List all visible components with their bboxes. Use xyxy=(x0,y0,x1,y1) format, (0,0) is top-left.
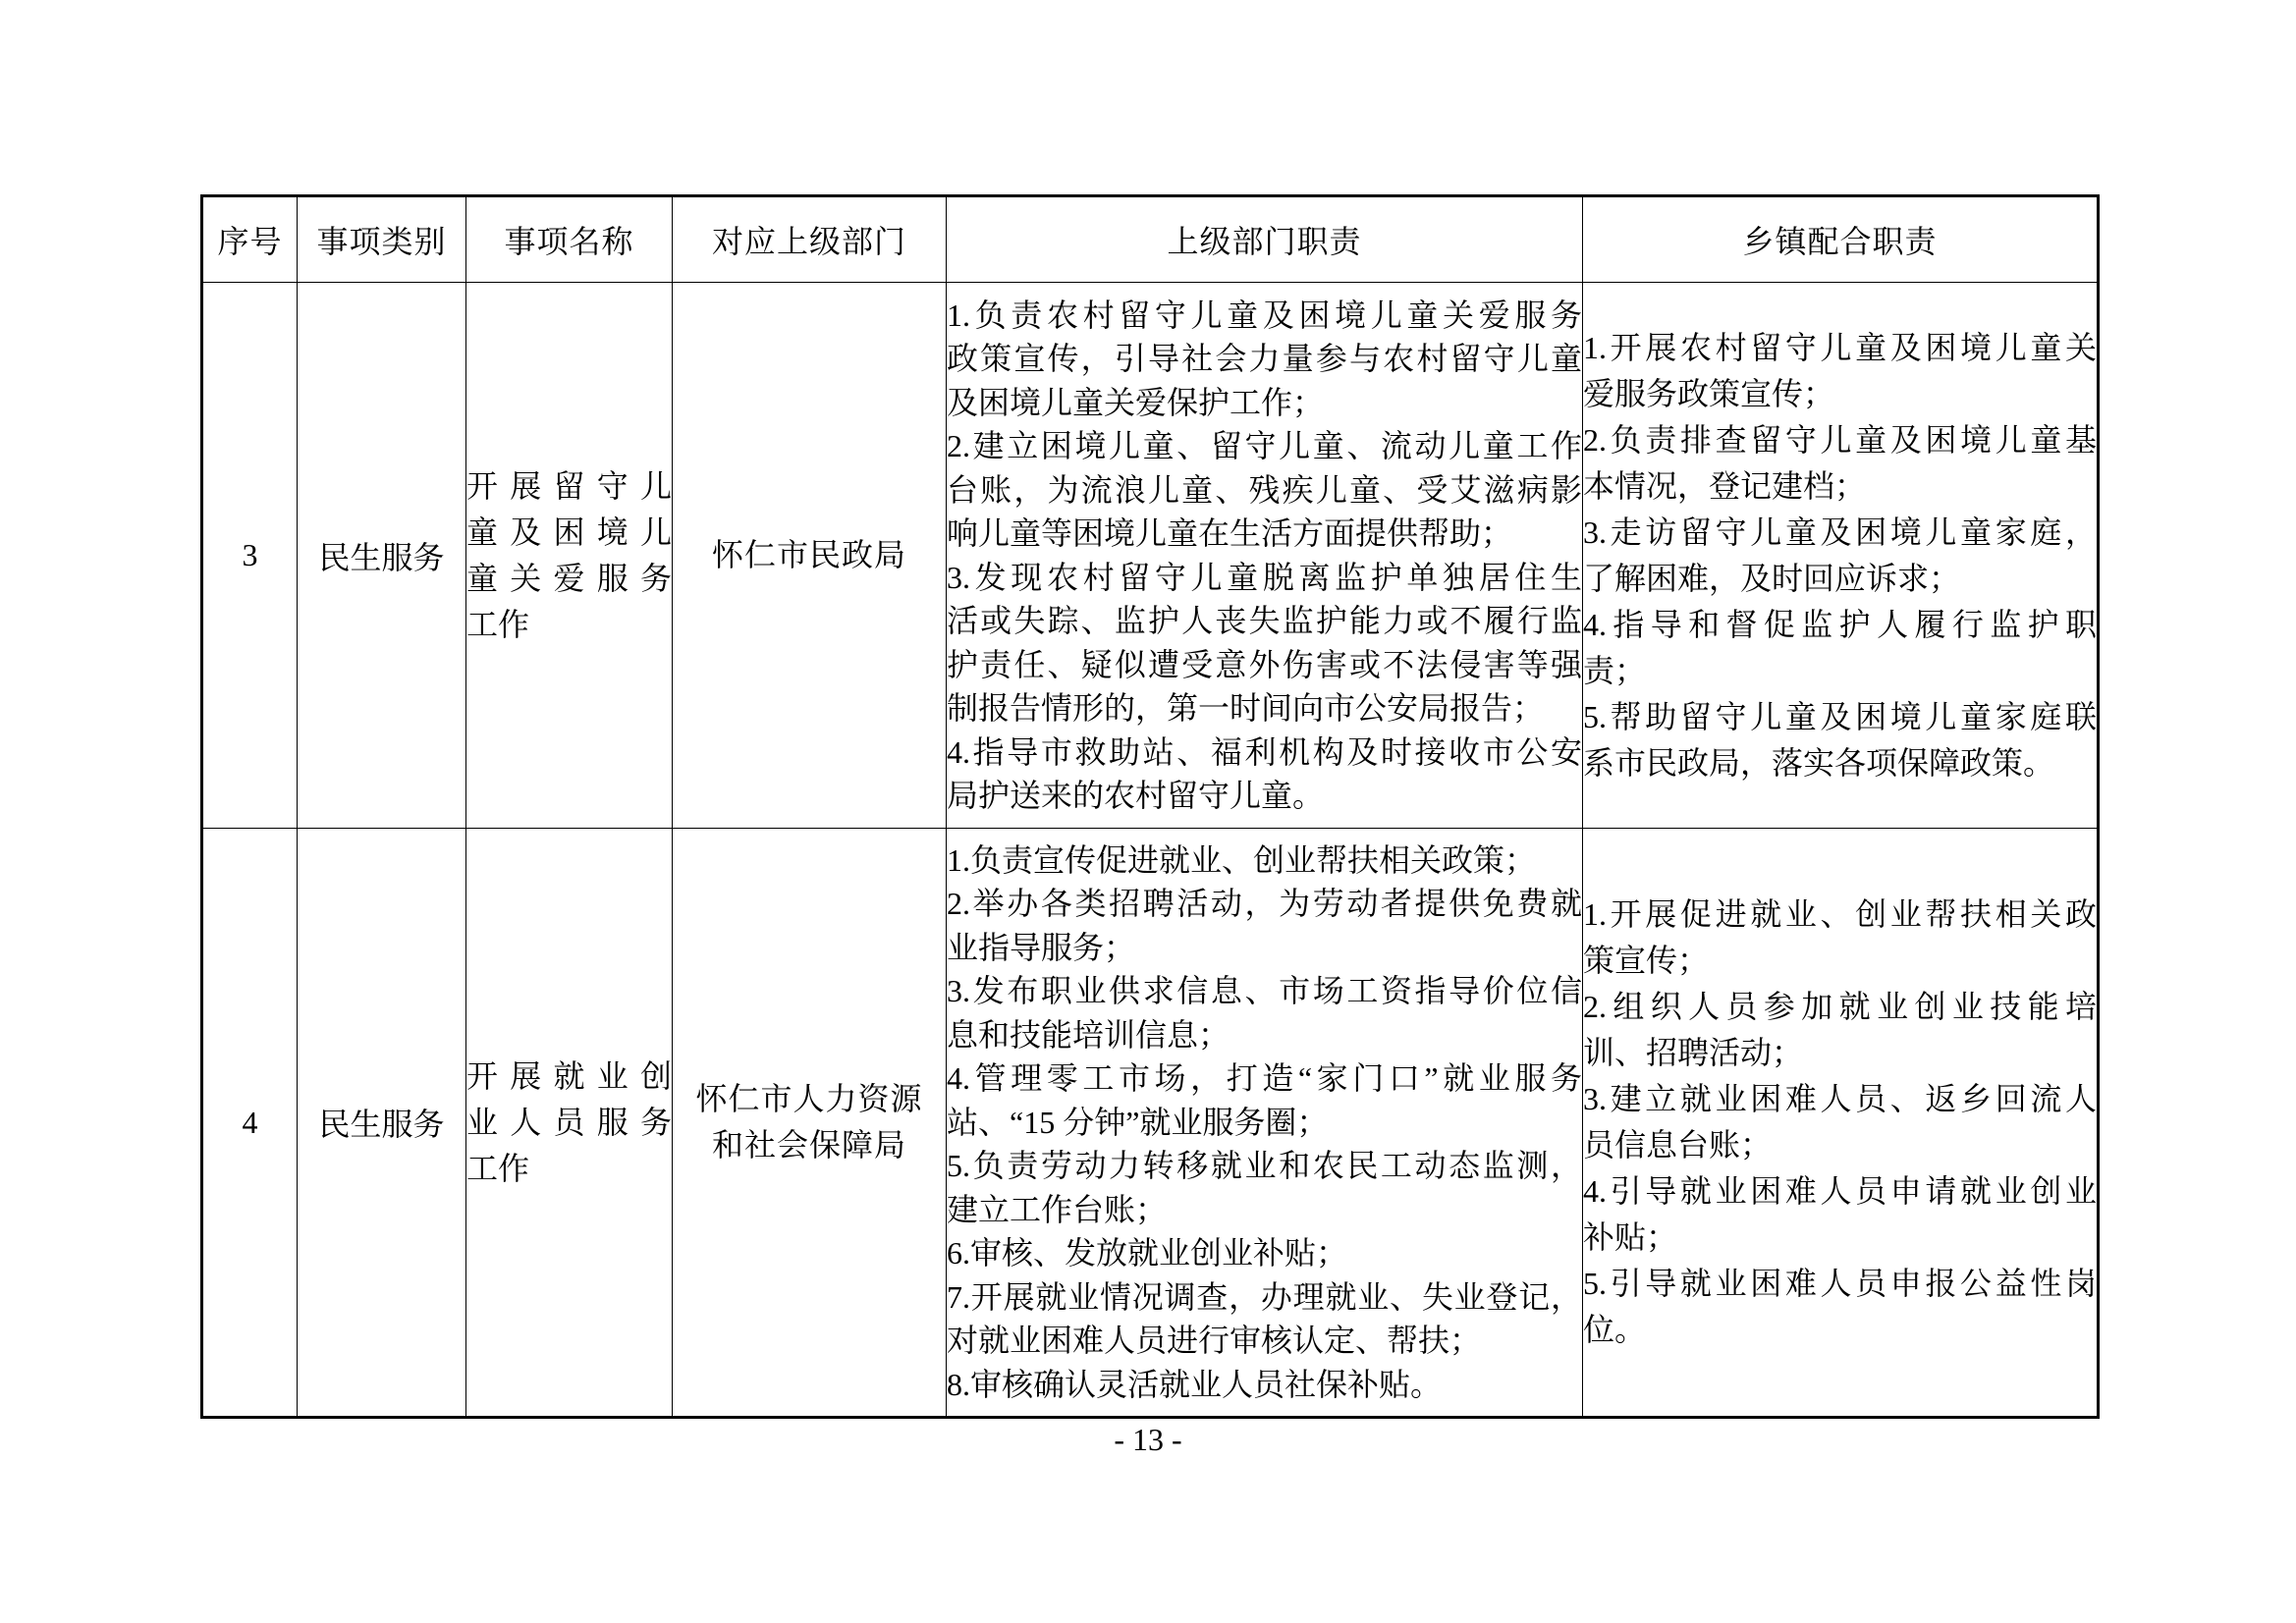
text-line: 童关爱服务 xyxy=(466,560,672,596)
header-item-name: 事项名称 xyxy=(466,196,673,283)
cell-item-name xyxy=(466,829,673,1418)
text-line: 业指导服务； xyxy=(947,929,1136,965)
text-line: 6.审核、发放就业创业补贴； xyxy=(947,1235,1348,1271)
text-line: 1.开展农村留守儿童及困境儿童关 xyxy=(1583,329,2097,365)
cell-superior-duties xyxy=(947,283,1583,829)
text-line: 3.建立就业困难人员、返乡回流人 xyxy=(1583,1081,2097,1116)
duty-item xyxy=(947,1056,1582,1144)
text-line: 7.开展就业情况调查，办理就业、失业登记， xyxy=(947,1278,1582,1315)
text-line: 4.指导市救助站、福利机构及时接收市公安 xyxy=(947,733,1582,770)
cell-category: 民生服务 xyxy=(298,829,466,1418)
cell-index: 4 xyxy=(202,829,298,1418)
duty-item xyxy=(947,1363,1582,1407)
table-header xyxy=(202,196,2099,283)
duty-item xyxy=(1583,984,2097,1076)
text-line: 5.负责劳动力转移就业和农民工动态监测， xyxy=(947,1148,1582,1184)
text-line: 爱服务政策宣传； xyxy=(1583,375,1835,411)
text-line: 了解困难，及时回应诉求； xyxy=(1583,560,1961,596)
text-line: 4.引导就业困难人员申请就业创业 xyxy=(1583,1173,2097,1209)
cell-township-duties xyxy=(1583,829,2099,1418)
duty-item xyxy=(947,969,1582,1056)
duty-item xyxy=(1583,325,2097,417)
text-line: 工作 xyxy=(466,1150,530,1186)
duty-item xyxy=(1583,694,2097,786)
text-line: 8.审核确认灵活就业人员社保补贴。 xyxy=(947,1366,1443,1402)
duty-item xyxy=(1583,892,2097,984)
text-line: 护责任、疑似遭受意外伤害或不法侵害等强 xyxy=(947,646,1582,682)
cell-superior-duties xyxy=(947,829,1583,1418)
text-line: 5.帮助留守儿童及困境儿童家庭联 xyxy=(1583,698,2097,734)
duty-item xyxy=(947,424,1582,556)
duty-item xyxy=(947,730,1582,818)
text-line: 开展就业创 xyxy=(466,1057,672,1094)
text-line: 政策宣传，引导社会力量参与农村留守儿童 xyxy=(947,341,1582,376)
text-line: 1.开展促进就业、创业帮扶相关政 xyxy=(1583,896,2097,932)
responsibility-table xyxy=(200,194,2100,1419)
text-line: 训、招聘活动； xyxy=(1583,1035,1804,1070)
text-line: 局护送来的农村留守儿童。 xyxy=(947,778,1325,813)
header-row xyxy=(202,196,2099,283)
duty-item xyxy=(1583,602,2097,694)
header-index: 序号 xyxy=(202,196,298,283)
text-line: 5.引导就业困难人员申报公益性岗 xyxy=(1583,1266,2097,1301)
text-line: 息和技能培训信息； xyxy=(947,1016,1230,1053)
duty-item xyxy=(947,1144,1582,1231)
text-line: 2.举办各类招聘活动，为劳动者提供免费就 xyxy=(947,886,1582,922)
text-line: 及困境儿童关爱保护工作； xyxy=(947,384,1325,420)
text-line: 3.走访留守儿童及困境儿童家庭， xyxy=(1583,514,2097,550)
duty-item xyxy=(947,294,1582,425)
duty-item xyxy=(1583,417,2097,510)
text-line: 责； xyxy=(1583,652,1647,688)
text-line: 和社会保障局 xyxy=(711,1127,906,1163)
header-superior-duties: 上级部门职责 xyxy=(947,196,1583,283)
text-line: 系市民政局，落实各项保障政策。 xyxy=(1583,744,2055,781)
duty-item xyxy=(1583,1168,2097,1261)
text-line: 2.建立困境儿童、留守儿童、流动儿童工作 xyxy=(947,428,1582,463)
text-line: 怀仁市民政局 xyxy=(711,537,906,572)
text-line: 1.负责宣传促进就业、创业帮扶相关政策； xyxy=(947,841,1537,878)
table-body xyxy=(202,283,2099,1418)
cell-index: 3 xyxy=(202,283,298,829)
cell-item-name xyxy=(466,283,673,829)
cell-township-duties xyxy=(1583,283,2099,829)
text-line: 3.发现农村留守儿童脱离监护单独居住生 xyxy=(947,559,1582,595)
duty-item xyxy=(947,1231,1582,1275)
page-number: - 13 - xyxy=(1114,1422,1182,1457)
text-line: 制报告情形的，第一时间向市公安局报告； xyxy=(947,690,1545,726)
text-block xyxy=(673,532,946,578)
header-township-duties: 乡镇配合职责 xyxy=(1583,196,2099,283)
duty-item xyxy=(1583,510,2097,602)
text-line: 策宣传； xyxy=(1583,943,1710,978)
text-line: 业人员服务 xyxy=(466,1104,672,1140)
text-line: 补贴； xyxy=(1583,1219,1678,1255)
duty-item xyxy=(1583,1261,2097,1353)
text-line: 4.指导和督促监护人履行监护职 xyxy=(1583,606,2097,642)
text-line: 活或失踪、监护人丧失监护能力或不履行监 xyxy=(947,603,1582,638)
text-line: 建立工作台账； xyxy=(947,1191,1168,1227)
text-line: 童及困境儿 xyxy=(466,514,672,550)
duty-item xyxy=(1583,1076,2097,1168)
text-line: 员信息台账； xyxy=(1583,1127,1773,1163)
text-line: 4.管理零工市场，打造“家门口”就业服务 xyxy=(947,1060,1582,1097)
cell-category: 民生服务 xyxy=(298,283,466,829)
text-line: 开展留守儿 xyxy=(466,467,672,504)
text-line: 台账，为流浪儿童、残疾儿童、受艾滋病影 xyxy=(947,471,1582,508)
text-block xyxy=(466,1054,672,1192)
text-line: 站、“15 分钟”就业服务圈； xyxy=(947,1104,1329,1140)
cell-superior-department xyxy=(673,283,947,829)
duty-item xyxy=(947,556,1582,730)
header-superior-department: 对应上级部门 xyxy=(673,196,947,283)
text-line: 位。 xyxy=(1583,1312,1647,1347)
table-row xyxy=(202,283,2099,829)
text-block xyxy=(466,463,672,648)
text-line: 响儿童等困境儿童在生活方面提供帮助； xyxy=(947,515,1513,551)
text-line: 2.负责排查留守儿童及困境儿童基 xyxy=(1583,421,2097,458)
table-row xyxy=(202,829,2099,1418)
duty-item xyxy=(947,839,1582,883)
text-line: 对就业困难人员进行审核认定、帮扶； xyxy=(947,1323,1482,1359)
text-line: 1.负责农村留守儿童及困境儿童关爱服务 xyxy=(947,297,1582,333)
text-line: 工作 xyxy=(466,606,530,642)
text-line: 本情况，登记建档； xyxy=(1583,467,1867,504)
duty-item xyxy=(947,1275,1582,1363)
text-line: 3.发布职业供求信息、市场工资指导价位信 xyxy=(947,973,1582,1009)
cell-superior-department xyxy=(673,829,947,1418)
header-category: 事项类别 xyxy=(298,196,466,283)
duty-item xyxy=(947,882,1582,969)
text-line: 2.组织人员参加就业创业技能培 xyxy=(1583,989,2097,1024)
text-line: 怀仁市人力资源 xyxy=(695,1081,923,1116)
text-block xyxy=(673,1076,946,1168)
